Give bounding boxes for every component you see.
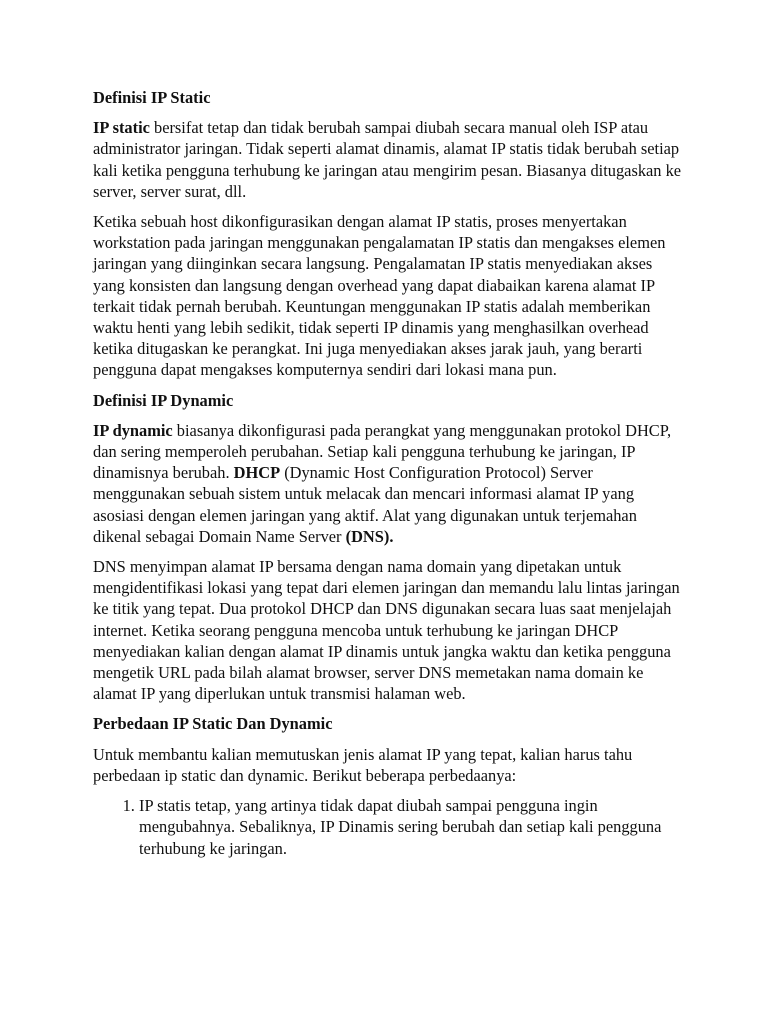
- paragraph-ip-static-definition: [93, 117, 683, 202]
- heading-ip-static: Definisi IP Static: [93, 88, 211, 107]
- paragraph-ip-static-details: Ketika sebuah host dikonfigurasikan dengan alamat IP statis, proses menyertakan workstation pada jaringan menggunakan pengalamatan IP statis dan mengakses elemen jaringan yang diinginkan secara langsung. Pengalamatan IP statis menyediakan akses yang konsisten dan langsung dengan overhead yang dapat diabaikan karena alamat IP terkait tidak pernah berubah. Keuntungan menggunakan IP statis adalah memberikan waktu henti yang lebih sedikit, tidak seperti IP dinamis yang menghasilkan overhead ketika ditugaskan ke perangkat. Ini juga menyediakan akses jarak jauh, yang berarti pengguna dapat mengakses komputernya sendiri dari lokasi mana pun.: [93, 212, 666, 380]
- differences-list: [93, 795, 683, 859]
- heading-ip-dynamic: Definisi IP Dynamic: [93, 390, 234, 410]
- paragraph-dns-details: DNS menyimpan alamat IP bersama dengan nama domain yang dipetakan untuk mengidentifikasi lokasi yang tepat dari elemen jaringan dan memandu lalu lintas jaringan ke titik yang tepat. Dua protokol DHCP dan DNS digunakan secara luas saat menjelajah internet. Ketika seorang pengguna mencoba untuk terhubung ke jaringan DHCP menyediakan kalian dengan alamat IP dinamis untuk jangka waktu dan ketika pengguna mengetik URL pada bilah alamat browser, server DNS memetakan nama domain ke alamat IP yang diperlukan untuk transmisi halaman web.: [93, 557, 680, 704]
- term-ip-static: IP static: [93, 118, 150, 138]
- term-ip-dynamic: IP dynamic: [93, 420, 173, 440]
- term-dhcp: DHCP: [233, 463, 281, 483]
- term-dns: (DNS).: [345, 526, 394, 546]
- list-item: 1. IP statis tetap, yang artinya tidak dapat diubah sampai pengguna ingin mengubahnya. Sebaliknya, IP Dinamis sering berubah dan setiap kali pengguna terhubung ke jaringan.: [139, 795, 683, 859]
- paragraph-ip-dynamic-definition: [93, 420, 683, 547]
- text-ip-dynamic-part1: biasanya dikonfigurasi pada perangkat yang menggunakan protokol DHCP, dan sering memperoleh perubahan. Setiap kali pengguna terhubung ke jaringan, IP dinamisnya berubah.: [93, 420, 672, 483]
- paragraph-differences-intro: Untuk membantu kalian memutuskan jenis alamat IP yang tepat, kalian harus tahu perbedaan ip static dan dynamic. Berikut beberapa perbedaanya:: [93, 744, 633, 785]
- document-page: [93, 87, 683, 859]
- heading-differences: Perbedaan IP Static Dan Dynamic: [93, 714, 333, 734]
- text-ip-static-definition: bersifat tetap dan tidak berubah sampai diubah secara manual oleh ISP atau administrator jaringan. Tidak seperti alamat dinamis, alamat IP statis tidak berubah setiap kali ketika pengguna terhubung ke jaringan atau mengirim pesan. Biasanya ditugaskan ke server, server surat, dll.: [93, 118, 682, 201]
- text-ip-dynamic-part2: (Dynamic Host Configuration Protocol) Server menggunakan sebuah sistem untuk melacak dan mencari informasi alamat IP yang asosiasi dengan elemen jaringan yang aktif. Alat yang digunakan untuk terjemahan dikenal sebagai Domain Name Server: [93, 463, 637, 546]
